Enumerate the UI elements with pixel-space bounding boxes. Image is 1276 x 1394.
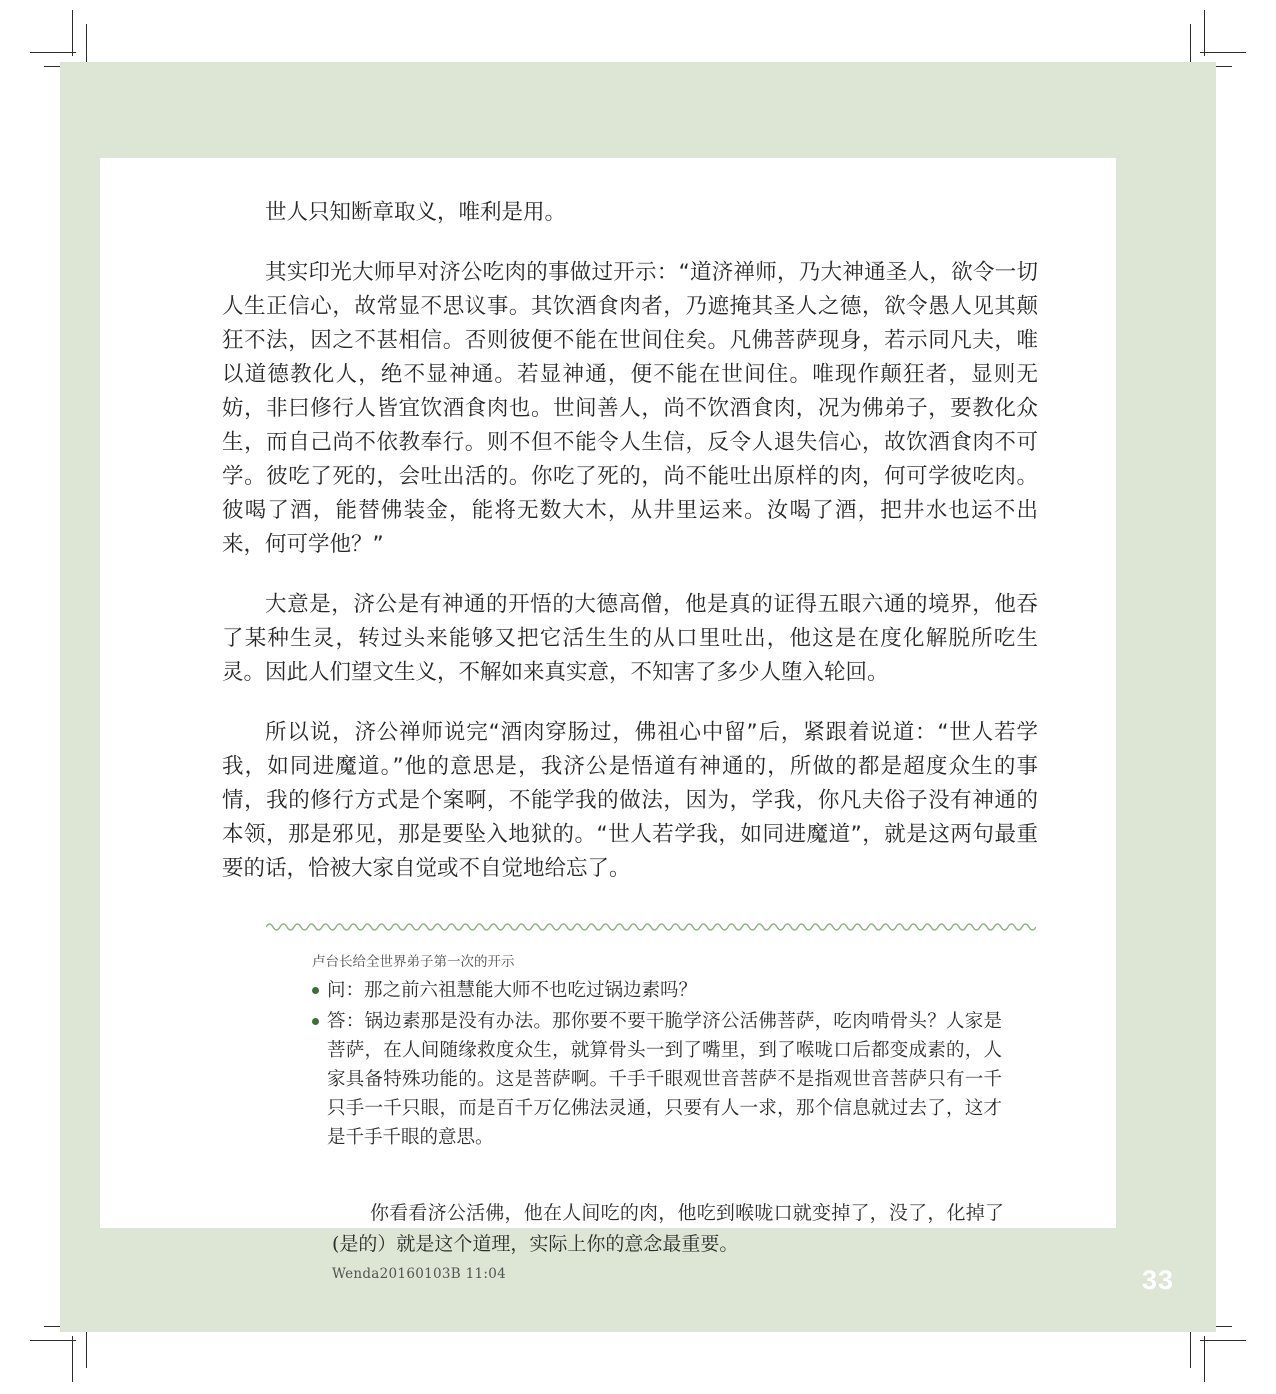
paragraph-4: 所以说，济公禅师说完“酒肉穿肠过，佛祖心中留”后，紧跟着说道：“世人若学我，如同进魔道。”他的意思是，我济公是悟道有神通的，所做的都是超度众生的事情，我的修行方式是个案啊，不能学我的做法，因为，学我，你凡夫俗子没有神通的本领，那是邪见，那是要坠入地狱的。“世人若学我，如同进魔道”，就是这两句最重要的话，恰被大家自觉或不自觉地给忘了。 [222, 720, 1038, 881]
qa-question [312, 976, 1002, 1005]
qa-source-label: 卢台长给全世界弟子第一次的开示 [312, 954, 515, 970]
paragraph-1: 世人只知断章取义，唯利是用。 [265, 200, 567, 225]
qa-answer [312, 1007, 1002, 1152]
crop-mark-top-right [1186, 10, 1246, 70]
qa-question-text: 问：那之前六祖慧能大师不也吃过锅边素吗？ [327, 980, 698, 1001]
crop-mark-top-left [30, 10, 90, 70]
paragraph-2: 其实印光大师早对济公吃肉的事做过开示：“道济禅师，乃大神通圣人，欲令一切人生正信心，故常显不思议事。其饮酒食肉者，乃遮掩其圣人之德，欲令愚人见其颠狂不法，因之不甚相信。否则彼便不能在世间住矣。凡佛菩萨现身，若示同凡夫，唯以道德教化人，绝不显神通。若显神通，便不能在世间住。唯现作颠狂者，显则无妨，非曰修行人皆宜饮酒食肉也。世间善人，尚不饮酒食肉，况为佛弟子，要教化众生，而自己尚不依教奉行。则不但不能令人生信，反令人退失信心，故饮酒食肉不可学。彼吃了死的，会吐出活的。你吃了死的，尚不能吐出原样的肉，何可学彼吃肉。彼喝了酒，能替佛装金，能将无数大木，从井里运来。汝喝了酒，把井水也运不出来，何可学他？” [222, 260, 1038, 557]
article-body [222, 196, 1038, 1282]
bullet-icon [312, 987, 319, 994]
wavy-divider [266, 920, 1036, 932]
bullet-icon [312, 1018, 319, 1025]
qa-block [312, 950, 1002, 1152]
page-number: 33 [1141, 1265, 1174, 1295]
closing-paragraph: 你看看济公活佛，他在人间吃的肉，他吃到喉咙口就变掉了，没了，化掉了(是的）就是这个道理，实际上你的意念最重要。 [332, 1202, 1004, 1255]
closing-reference: Wenda20160103B 11:04 [332, 1266, 506, 1282]
paragraph-3: 大意是，济公是有神通的开悟的大德高僧，他是真的证得五眼六通的境界，他吞了某种生灵，转过头来能够又把它活生生的从口里吐出，他这是在度化解脱所吃生灵。因此人们望文生义，不解如来真实意，不知害了多少人堕入轮回。 [222, 592, 1038, 685]
qa-answer-text: 答：锅边素那是没有办法。那你要不要干脆学济公活佛菩萨，吃肉啃骨头？人家是菩萨，在人间随缘救度众生，就算骨头一到了嘴里，到了喉咙口后都变成素的，人家具备特殊功能的。这是菩萨啊。千手千眼观世音菩萨不是指观世音菩萨只有一千只手一千只眼，而是百千万亿佛法灵通，只要有人一求，那个信息就过去了，这才是千手千眼的意思。 [327, 1011, 1002, 1148]
